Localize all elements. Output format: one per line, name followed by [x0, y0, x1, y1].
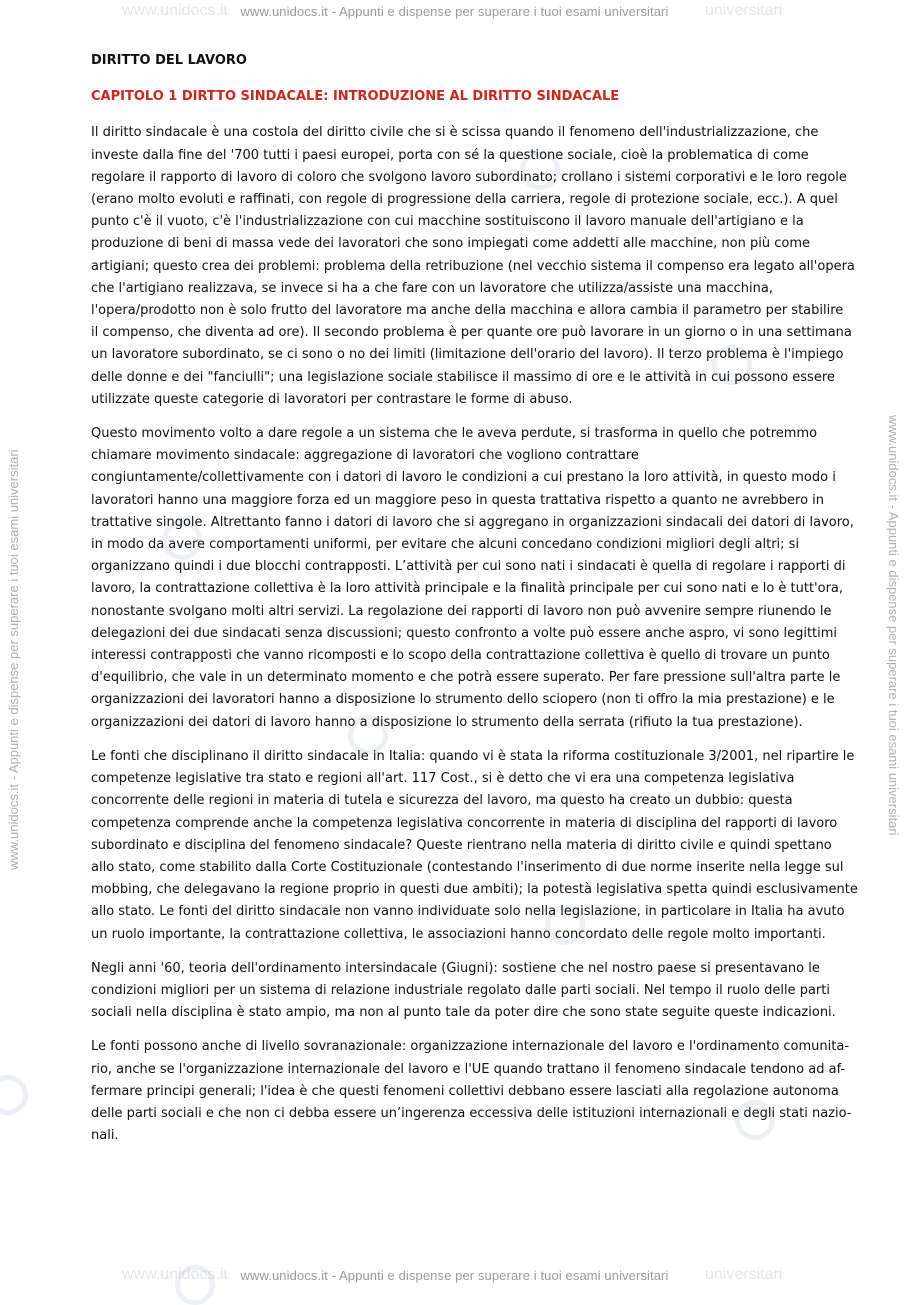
paragraph-line: concorrente delle regioni in materia di tutela e sicurezza del lavoro, ma questo ha creato un dubbio: questa	[91, 793, 793, 809]
paragraph-line: (erano molto evoluti e raffinati, con regole di progressione della carriera, regole di protezione sociale, ecc.). A quel	[91, 192, 838, 208]
paragraph-line: allo stato. Le fonti del diritto sindacale non vanno individuate solo nella legislazione, in particolare in Italia ha avuto	[91, 904, 845, 920]
watermark-header: www.unidocs.it - Appunti e dispense per superare i tuoi esami universitari	[240, 4, 669, 19]
watermark-ghost-top-right: universitari	[705, 2, 783, 19]
paragraph	[91, 423, 854, 734]
paragraph	[91, 122, 855, 411]
paragraph-line: competenze legislative tra stato e regioni all'art. 117 Cost., si è detto che vi era una competenza legislativa	[91, 771, 795, 787]
paragraphs-container	[91, 122, 858, 1147]
watermark-side-right: www.unidocs.it - Appunti e dispense per superare i tuoi esami universitari	[886, 415, 901, 836]
watermark-footer: www.unidocs.it - Appunti e dispense per superare i tuoi esami universitari	[240, 1268, 669, 1283]
watermark-side-left: www.unidocs.it - Appunti e dispense per superare i tuoi esami universitari	[6, 449, 21, 870]
paragraph-line: nali.	[91, 1128, 119, 1144]
paragraph-line: Le fonti possono anche di livello sovranazionale: organizzazione internazionale del lavoro e l'ordinamento comunita-	[91, 1039, 850, 1055]
watermark-ghost-top: www.unidocs.it	[122, 2, 228, 19]
paragraph-line: regolare il rapporto di lavoro di coloro che svolgono lavoro subordinato; crollano i sistemi corporativi e le loro regole	[91, 169, 847, 185]
paragraph-line: trattative singole. Altrettanto fanno i datori di lavoro che si aggregano in organizzazioni sindacali dei datori di lavoro,	[91, 514, 854, 530]
paragraph-line: chiamare movimento sindacale: aggregazione di lavoratori che vogliono contrattare	[91, 448, 639, 464]
paragraph-line: sociali nella disciplina è stato ampio, ma non al punto tale da poter dire che sono state seguite queste indicazioni.	[91, 1005, 836, 1021]
paragraph-line: delegazioni dei due sindacati senza discussioni; questo confronto a volte può essere anche aspro, vi sono legittimi	[91, 625, 838, 641]
paragraph-line: produzione di beni di massa vede dei lavoratori che sono impiegati come addetti alle macchine, non più come	[91, 236, 810, 252]
paragraph-line: utilizzate queste categorie di lavoratori per contrastare le forme di abuso.	[91, 391, 573, 407]
paragraph-line: organizzazioni dei lavoratori hanno a disposizione lo strumento dello sciopero (non ti offro la mia prestazione) e le	[91, 692, 835, 708]
paragraph-line: subordinato e disciplina del fenomeno sindacale? Queste rientrano nella materia di diritto civile e quindi spettano	[91, 837, 832, 853]
paragraph-line: un ruolo importante, la contrattazione collettiva, le associazioni hanno concordato delle regole molto importanti.	[91, 926, 826, 942]
paragraph-line: investe dalla fine del '700 tutti i paesi europei, porta con sé la questione sociale, cioè la problematica di come	[91, 147, 809, 163]
paragraph-line: condizioni migliori per un sistema di relazione industriale regolato dalle parti sociali. Nel tempo il ruolo delle parti	[91, 982, 830, 998]
paragraph	[91, 1036, 852, 1147]
paragraph-line: congiuntamente/collettivamente con i datori di lavoro le condizioni a cui prestano la loro attività, in questo modo i	[91, 470, 836, 486]
watermark-ghost-bottom-right: universitari	[705, 1266, 783, 1283]
watermark-logo-icon	[0, 1075, 28, 1115]
paragraph-line: mobbing, che delegavano la regione proprio in questi due ambiti); la potestà legislativa spetta quindi esclusivamente	[91, 882, 858, 898]
paragraph-line: lavoro, la contrattazione collettiva è la loro attività principale e la finalità principale per cui sono nati e lo è tutt'ora,	[91, 581, 844, 597]
paragraph-line: allo stato, come stabilito dalla Corte Costituzionale (contestando l'inserimento di due norme inserite nella legge sul	[91, 859, 844, 875]
watermark-ghost-bottom: www.unidocs.it	[122, 1266, 228, 1283]
paragraph-line: competenza comprende anche la competenza legislativa concorrente in materia di disciplina del rapporti di lavoro	[91, 815, 838, 831]
paragraph-line: Negli anni '60, teoria dell'ordinamento intersindacale (Giugni): sostiene che nel nostro paese si presentavano le	[91, 960, 820, 976]
paragraph-line: in modo da avere comportamenti uniformi, per evitare che alcuni concedano condizioni migliori degli altri; si	[91, 537, 800, 553]
paragraph	[91, 958, 843, 1025]
paragraph-line: interessi contrapposti che vanno ricomposti e lo scopo della contrattazione collettiva è quello di trovare un punto	[91, 648, 830, 664]
paragraph-line: Questo movimento volto a dare regole a un sistema che le aveva perdute, si trasforma in quello che potremmo	[91, 426, 818, 442]
paragraph-line: nonostante svolgano molti altri servizi. La regolazione dei rapporti di lavoro non può avvenire sempre riunendo le	[91, 603, 832, 619]
paragraph-line: l'opera/prodotto non è solo frutto del lavoratore ma anche della macchina e allora cambia il parametro per stabilire	[91, 303, 844, 319]
paragraph	[91, 746, 858, 946]
paragraph-line: delle donne e dei "fanciulli"; una legislazione sociale stabilisce il massimo di ore e le attività in cui possono essere	[91, 369, 835, 385]
paragraph-line: delle parti sociali e che non ci debba essere un’ingerenza eccessiva delle istituzioni internazionali e degli stati nazio-	[91, 1105, 852, 1121]
paragraph-line: lavoratori hanno una maggiore forza ed un maggiore peso in questa trattativa rispetto a quanto ne avrebbero in	[91, 492, 825, 508]
paragraph-line: Le fonti che disciplinano il diritto sindacale in Italia: quando vi è stata la riforma costituzionale 3/2001, nel ripartire le	[91, 748, 855, 764]
document-title: DIRITTO DEL LAVORO	[91, 53, 247, 68]
paragraph-line: il compenso, che diventa ad ore). Il secondo problema è per quante ore può lavorare in un giorno o in una settimana	[91, 325, 852, 341]
paragraph-line: d'equilibrio, che vale in un determinato momento e che potrà essere superato. Per fare pressione sull'altra parte le	[91, 670, 841, 686]
paragraph-line: fermare principi generali; l'idea è che questi fenomeni collettivi debbano essere lasciati alla regolazione autonoma	[91, 1083, 839, 1099]
paragraph-line: rio, anche se l'organizzazione internazionale del lavoro e l'UE quando trattano il fenomeno sindacale tendono ad af-	[91, 1061, 846, 1077]
paragraph-line: organizzazioni dei datori di lavoro hanno a disposizione lo strumento della serrata (rifiuto la tua prestazione).	[91, 714, 803, 730]
paragraph-line: Il diritto sindacale è una costola del diritto civile che si è scissa quando il fenomeno dell'industrializzazione, che	[91, 125, 819, 141]
paragraph-line: organizzano quindi i due blocchi contrapposti. L’attività per cui sono nati i sindacati è quella di regolare i rapporti di	[91, 559, 846, 575]
paragraph-line: un lavoratore subordinato, se ci sono o no dei limiti (limitazione dell'orario del lavoro). Il terzo problema è l'impiego	[91, 347, 844, 363]
document-body	[91, 50, 858, 1159]
watermark-logo-icon	[175, 1265, 215, 1305]
chapter-heading: CAPITOLO 1 DIRTTO SINDACALE: INTRODUZIONE AL DIRITTO SINDACALE	[91, 89, 620, 105]
paragraph-line: artigiani; questo crea dei problemi: problema della retribuzione (nel vecchio sistema il compenso era legato all'opera	[91, 258, 855, 274]
paragraph-line: punto c'è il vuoto, c'è l'industrializzazione con cui macchine sostituiscono il lavoro manuale dell'artigiano e la	[91, 214, 804, 230]
paragraph-line: che l'artigiano realizzava, se invece si ha a che fare con un lavoratore che utilizza/assiste una macchina,	[91, 280, 773, 296]
